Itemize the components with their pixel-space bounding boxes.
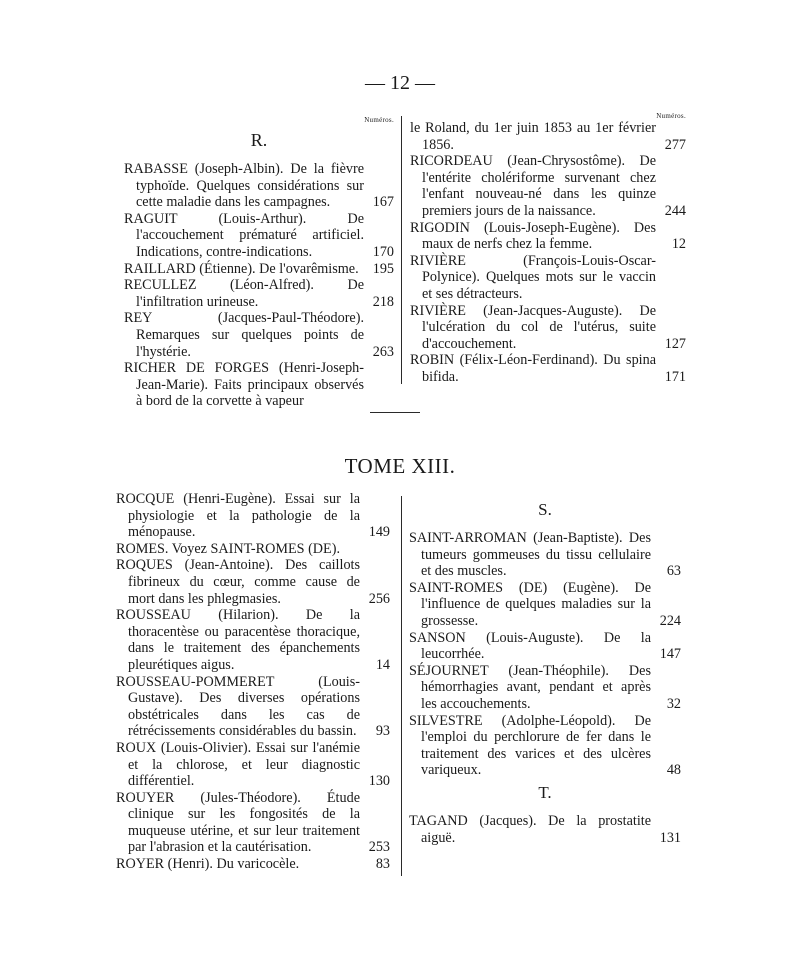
entry-number: 195 bbox=[372, 260, 394, 277]
index-entry bbox=[116, 740, 390, 790]
index-entry bbox=[124, 261, 394, 278]
index-entry bbox=[124, 161, 394, 211]
index-entry bbox=[116, 491, 390, 541]
section-divider bbox=[370, 412, 420, 413]
section1-right-column bbox=[410, 112, 686, 386]
index-entry bbox=[116, 674, 390, 740]
numeros-header: Numéros. bbox=[656, 112, 686, 120]
entry-text: SANSON (Louis-Auguste). De la leucorrhée. bbox=[409, 629, 651, 663]
entry-text: ROYER (Henri). Du varicocèle. bbox=[116, 856, 300, 873]
entry-list bbox=[116, 491, 390, 873]
entry-text: SAINT-ROMES (DE) (Eugène). De l'influence de quelques maladies sur la grossesse. bbox=[409, 579, 651, 629]
index-entry bbox=[410, 220, 686, 253]
section2-right-column bbox=[409, 496, 681, 846]
entry-number: 130 bbox=[368, 773, 390, 790]
index-entry bbox=[116, 856, 390, 873]
entry-number: 149 bbox=[368, 524, 390, 541]
entry-number: 83 bbox=[375, 856, 390, 873]
index-entry bbox=[409, 663, 681, 713]
entry-text: RICORDEAU (Jean-Chrysostôme). De l'entérite cholériforme survenant chez l'enfant nouveau-né dans les quinze premiers jours de la naissance. bbox=[410, 153, 656, 219]
index-entry bbox=[116, 541, 390, 558]
entry-text: RIVIÈRE (François-Louis-Oscar-Polynice). Quelques mots sur le vaccin et ses détracteurs. bbox=[410, 252, 656, 302]
column-divider bbox=[401, 116, 402, 384]
index-entry bbox=[409, 630, 681, 663]
letter-heading-r: R. bbox=[250, 130, 268, 150]
index-entry bbox=[410, 303, 686, 353]
entry-text: SILVESTRE (Adolphe-Léopold). De l'emploi du perchlorure de fer dans le traitement des varices et des ulcères variqueux. bbox=[409, 712, 651, 779]
entry-number: 256 bbox=[368, 590, 390, 607]
numeros-header: Numéros. bbox=[364, 116, 394, 124]
index-entry bbox=[124, 277, 394, 310]
entry-text: le Roland, du 1er juin 1853 au 1er février 1856. bbox=[410, 120, 656, 153]
entry-text: RECULLEZ (Léon-Alfred). De l'infiltration urineuse. bbox=[124, 277, 364, 310]
index-entry bbox=[124, 310, 394, 360]
index-entry bbox=[409, 580, 681, 630]
entry-number: 263 bbox=[372, 343, 394, 360]
index-entry bbox=[410, 153, 686, 219]
index-entry bbox=[124, 360, 394, 410]
entry-text: ROUSSEAU (Hilarion). De la thoracentèse ou paracentèse thoracique, dans le traitement des épanchements pleurétiques aigus. bbox=[116, 607, 360, 673]
column-divider bbox=[401, 496, 402, 876]
entry-text: RIGODIN (Louis-Joseph-Eugène). Des maux de nerfs chez la femme. bbox=[410, 219, 656, 253]
index-entry bbox=[124, 211, 394, 261]
entry-number: 171 bbox=[664, 368, 686, 385]
entry-number: 63 bbox=[666, 563, 681, 580]
entry-text: RABASSE (Joseph-Albin). De la fièvre typhoïde. Quelques considérations sur cette maladie dans les campagnes. bbox=[124, 161, 364, 211]
entry-list bbox=[409, 813, 681, 846]
section2-left-column bbox=[116, 491, 390, 873]
entry-text: SÉJOURNET (Jean-Théophile). Des hémorrhagies avant, pendant et après les accouchements. bbox=[409, 662, 651, 712]
page-number: — 12 — bbox=[365, 72, 435, 94]
entry-text: ROBIN (Félix-Léon-Ferdinand). Du spina bifida. bbox=[410, 352, 656, 385]
entry-number: 244 bbox=[664, 202, 686, 219]
entry-number: 277 bbox=[664, 136, 686, 153]
entry-text: ROQUES (Jean-Antoine). Des caillots fibrineux du cœur, comme cause de mort dans les phlegmasies. bbox=[116, 557, 360, 607]
entry-text: ROCQUE (Henri-Eugène). Essai sur la physiologie et la pathologie de la ménopause. bbox=[116, 491, 360, 541]
entry-text: TAGAND (Jacques). De la prostatite aiguë. bbox=[409, 812, 651, 846]
entry-text: ROUYER (Jules-Théodore). Étude clinique sur les fongosités de la muqueuse utérine, et sur leur traitement par l'abrasion et la cautérisation. bbox=[116, 789, 360, 856]
letter-heading-t: T. bbox=[538, 782, 552, 802]
index-entry bbox=[410, 352, 686, 385]
entry-list bbox=[409, 530, 681, 779]
entry-text: ROUSSEAU-POMMERET (Louis-Gustave). Des diverses opérations obstétricales dans les cas de rétrécissements considérables du bassin. bbox=[116, 673, 360, 740]
entry-number: 12 bbox=[671, 236, 686, 253]
entry-number: 93 bbox=[375, 723, 390, 740]
entry-list bbox=[124, 161, 394, 410]
entry-number: 127 bbox=[664, 335, 686, 352]
entry-number: 253 bbox=[368, 839, 390, 856]
index-entry bbox=[116, 557, 390, 607]
entry-text: RIVIÈRE (Jean-Jacques-Auguste). De l'ulcération du col de l'utérus, suite d'accouchement. bbox=[410, 302, 656, 352]
entry-text: RAGUIT (Louis-Arthur). De l'accouchement prématuré artificiel. Indications, contre-indications. bbox=[124, 210, 364, 260]
entry-number: 167 bbox=[372, 194, 394, 211]
entry-number: 32 bbox=[666, 695, 681, 712]
entry-number: 48 bbox=[666, 762, 681, 779]
entry-number: 131 bbox=[659, 829, 681, 846]
section1-left-column bbox=[124, 116, 394, 410]
entry-text: SAINT-ARROMAN (Jean-Baptiste). Des tumeurs gommeuses du tissu cellulaire et des muscles. bbox=[409, 530, 651, 580]
index-entry bbox=[116, 607, 390, 673]
entry-list bbox=[410, 120, 686, 386]
entry-number: 224 bbox=[659, 612, 681, 629]
entry-text: RAILLARD (Étienne). De l'ovarêmisme. bbox=[124, 260, 359, 277]
entry-text: REY (Jacques-Paul-Théodore). Remarques sur quelques points de l'hystérie. bbox=[124, 310, 364, 360]
letter-heading-s: S. bbox=[538, 500, 552, 519]
entry-number: 170 bbox=[372, 243, 394, 260]
index-entry bbox=[409, 713, 681, 779]
entry-text: ROUX (Louis-Olivier). Essai sur l'anémie et la chlorose, et leur diagnostic différentiel. bbox=[116, 739, 360, 790]
entry-number: 147 bbox=[659, 646, 681, 663]
entry-text: RICHER DE FORGES (Henri-Joseph-Jean-Marie). Faits principaux observés à bord de la corvette à vapeur bbox=[124, 360, 364, 410]
entry-number: 14 bbox=[375, 656, 390, 673]
tome-title: TOME XIII. bbox=[344, 454, 456, 478]
index-entry bbox=[116, 790, 390, 856]
index-entry bbox=[409, 530, 681, 580]
index-entry bbox=[409, 813, 681, 846]
index-entry bbox=[410, 120, 686, 153]
entry-text: ROMES. Voyez SAINT-ROMES (DE). bbox=[116, 540, 340, 557]
index-entry bbox=[410, 253, 686, 303]
entry-number: 218 bbox=[372, 293, 394, 310]
